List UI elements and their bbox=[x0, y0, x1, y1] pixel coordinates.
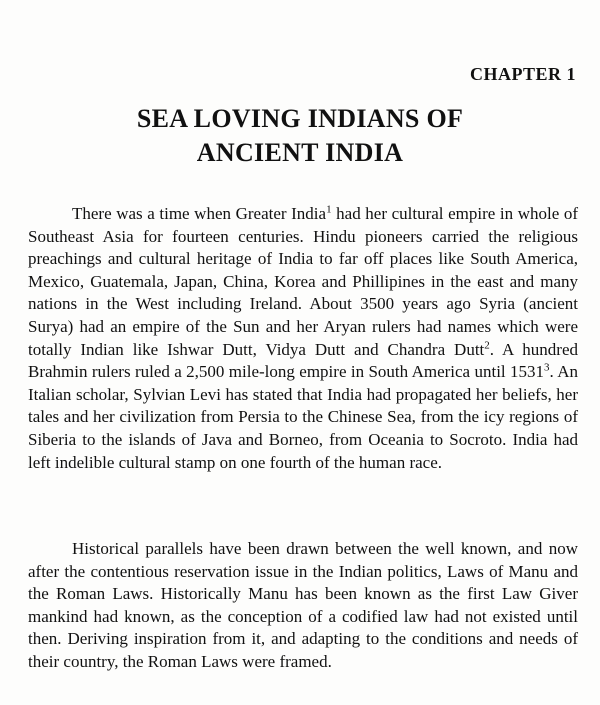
paragraph-1-segment-3: . A hundred Brahmin rulers ruled a 2,500 mile-long empire in South America until 1531 bbox=[28, 339, 578, 382]
paragraph-1-segment-4: . An Italian scholar, Sylvian Levi has stated that India had propagated her beliefs, her tales and her civilization from Persia to the Chinese Sea, from the icy regions of Siberia to the islands of Java and Borneo, from Oceania to Socroto. India had left indelible cultural stamp on one fourth of the human race. bbox=[28, 362, 578, 472]
paragraph-2 bbox=[28, 538, 578, 674]
paragraph-1-segment-2: had her cultural empire in whole of Southeast Asia for fourteen centuries. Hindu pioneers carried the religious preachings and cultural heritage of India to far off places like South America, Mexico, Guatemala, Japan, China, Korea and Phillipines in the east and many nations in the West including Ireland. About 3500 years ago Syria (ancient Surya) had an empire of the Sun and her Aryan rulers had names which were totally Indian like Ishwar Dutt, Vidya Dutt and Chandra Dutt bbox=[28, 204, 578, 359]
paragraph-1-segment-1: There was a time when Greater India bbox=[72, 204, 327, 223]
chapter-title-line-1: SEA LOVING INDIANS OF bbox=[136, 104, 464, 133]
footnote-marker-2: 2 bbox=[484, 338, 490, 351]
chapter-label: CHAPTER 1 bbox=[469, 64, 576, 84]
footnote-marker-3: 3 bbox=[544, 361, 550, 374]
paragraph-1-text bbox=[28, 203, 578, 474]
paragraph-1 bbox=[28, 203, 578, 474]
chapter-title-line-2: ANCIENT INDIA bbox=[196, 138, 404, 167]
footnote-marker-1: 1 bbox=[326, 203, 332, 216]
paragraph-2-text: Historical parallels have been drawn between the well known, and now after the contentious reservation issue in the Indian politics, Laws of Manu and the Roman Laws. Historically Manu has been known as the first Law Giver mankind had known, as the conception of a codified law had not existed until then. Deriving inspiration from it, and adapting to the conditions and needs of their country, the Roman Laws were framed. bbox=[28, 539, 578, 671]
